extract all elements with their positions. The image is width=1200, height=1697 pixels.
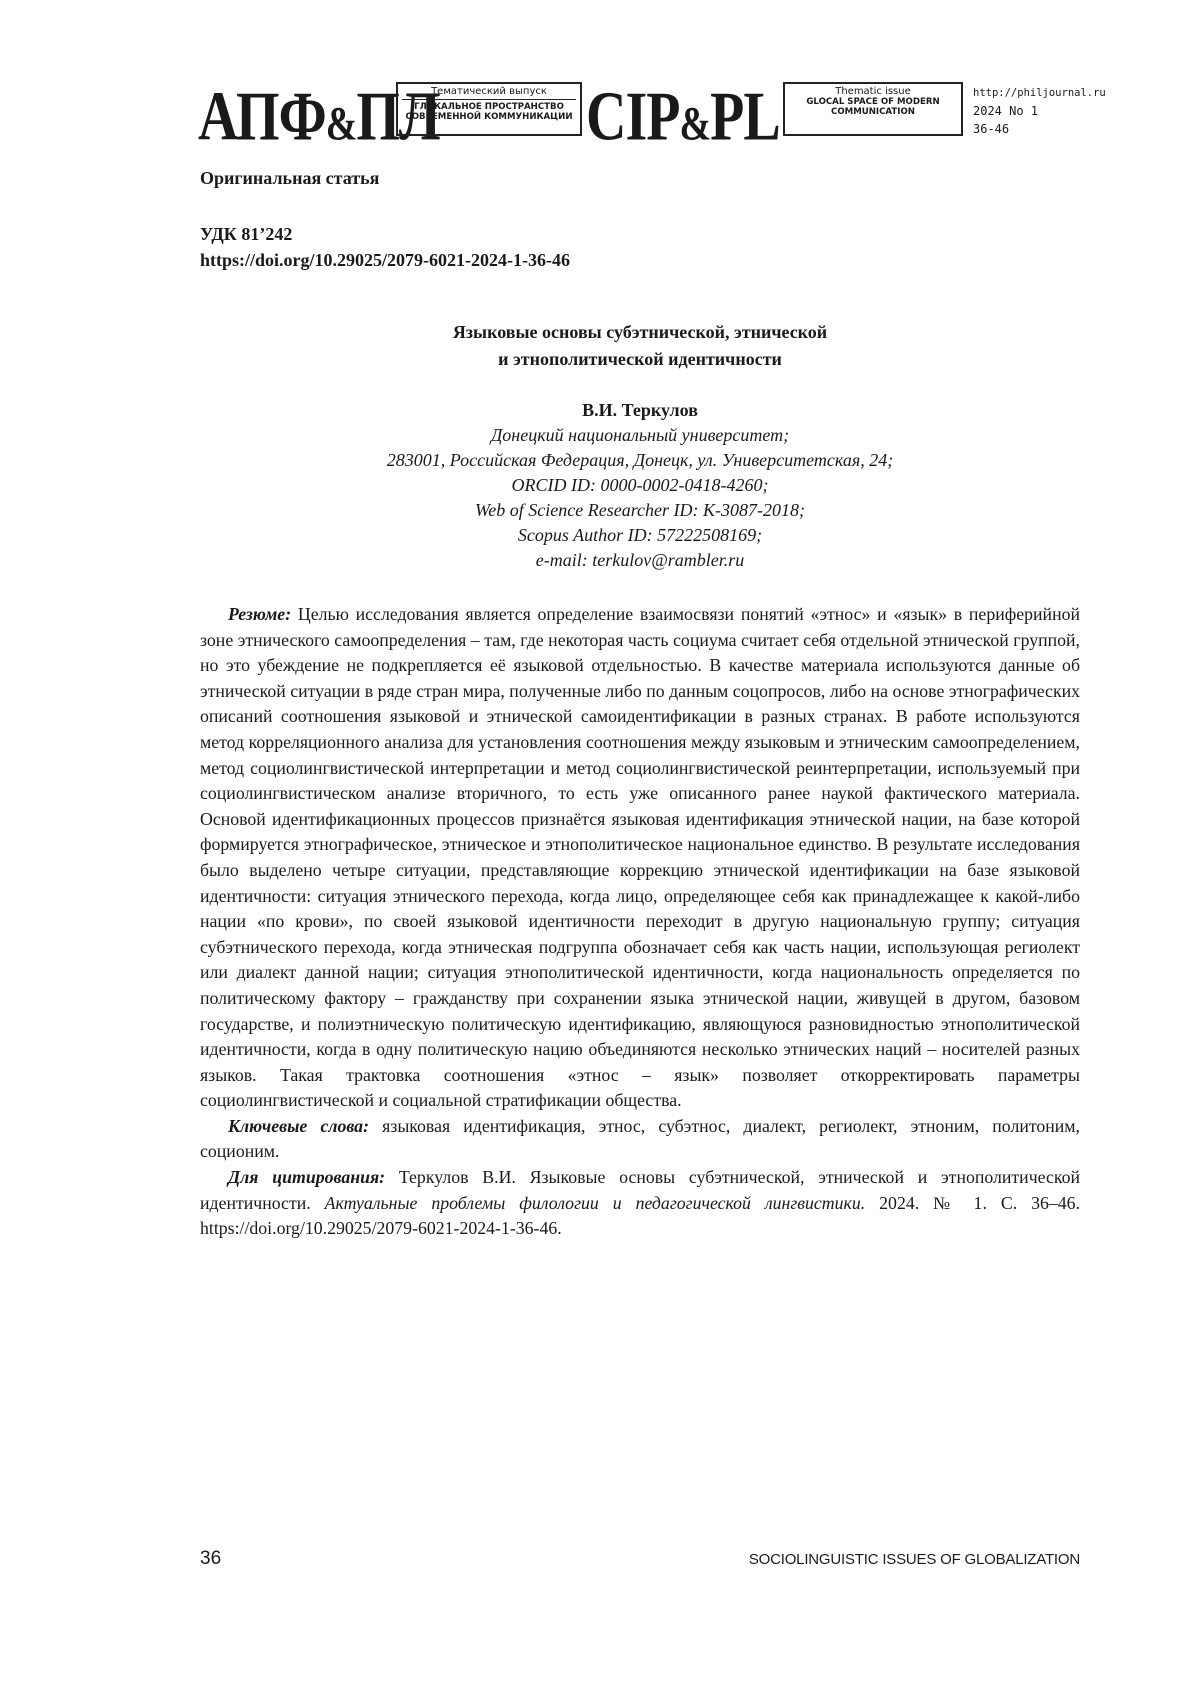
logo-ru-tail: ПЛ — [356, 78, 440, 156]
citation-text: Теркулов В.И. Языковые основы субэтнической, этнической и этнополитической идентичности. — [200, 1167, 1081, 1213]
citation-details: 2024. № 1. С. 36–46. https://doi.org/10.29025/2079-6021-2024-1-36-46. — [200, 1192, 1081, 1239]
author-block — [200, 398, 1080, 573]
author-orcid: ORCID ID: 0000-0002-0418-4260; — [511, 475, 769, 495]
journal-url[interactable]: http://philjournal.ru — [973, 87, 1106, 99]
abstract-section — [200, 602, 1080, 1242]
issue-pages: 36-46 — [973, 122, 1010, 136]
issue-label-en: Thematic issue — [835, 86, 911, 97]
running-title: SOCIOLINGUISTIC ISSUES OF GLOBALIZATION — [748, 1551, 1080, 1568]
udc-code: УДК 81’242 — [200, 224, 293, 244]
author-affiliation: Донецкий национальный университет; — [490, 425, 790, 445]
logo-ru-main: АПФ — [198, 78, 326, 156]
journal-logo-en — [586, 78, 780, 156]
page-footer — [200, 1548, 1080, 1572]
logo-en-amp: & — [679, 98, 711, 151]
abstract-text: Целью исследования является определение взаимосвязи понятий «этнос» и «язык» в периферийной зоне этнического самоопределения – там, где некоторая часть социума считает себя отдельной этнической группой, но это убеждение не подкрепляется её языковой отдельностью. В качестве материала используются данные об этнической ситуации в ряде стран мира, полученные либо по данным соцопросов, либо на основе этнографических описаний соотношения языковой и этнической самоидентификации в разных странах. В работе используются метод корреляционного анализа для установления соотношения между языковым и этническим самоопределением, метод социолингвистической интерпретации и метод социолингвистической реинтерпретации, используемый при социолингвистическом анализе вторичного, то есть уже описанного ранее наукой фактического материала. Основой идентификационных процессов признаётся языковая идентификация этнической нации, на базе которой формируется этнографическое, этническое и этнополитическое национальное единство. В результате исследования было выделено четыре ситуации, представляющие коррекцию этнической идентификации на базе языковой идентичности: ситуация этнического перехода, когда лицо, определяющее себя как принадлежащее к какой-либо нации «по крови», по своей языковой идентичности переходит в другую национальную группу; ситуация субэтнического перехода, когда этническая подгруппа обозначает себя как часть нации, использующая региолект или диалект данной нации; ситуация этнополитической идентичности, когда национальность определяется по политическому фактору – гражданству при сохранении языка этнической нации, живущей в другом, базовом государстве, и полиэтническую политическую идентификацию, являющуюся разновидностью этнополитической идентичности, когда в одну политическую нацию объединяются несколько этнических наций – носителей разных языков. Такая трактовка соотношения «этнос – язык» позволяет откорректировать параметры социолингвистической и социальной стратификации общества. — [200, 604, 1080, 1111]
issue-meta — [973, 84, 1106, 138]
issue-number: 2024 No 1 — [973, 104, 1039, 118]
page-number: 36 — [200, 1548, 222, 1569]
thematic-issue-box-en — [783, 82, 963, 136]
author-wos-id: Web of Science Researcher ID: K-3087-2018; — [474, 500, 806, 520]
issue-label-ru: Тематический выпуск — [431, 86, 547, 97]
article-type: Оригинальная статья — [200, 168, 380, 188]
logo-en-main: CIP — [586, 78, 680, 156]
title-line-1: Языковые основы субэтнической, этнической — [452, 322, 828, 342]
abstract-paragraph — [200, 602, 1080, 1114]
keywords-paragraph — [200, 1114, 1080, 1165]
logo-en-tail: PL — [710, 78, 780, 156]
issue-title-ru: ГЛОКАЛЬНОЕ ПРОСТРАНСТВО СОВРЕМЕННОЙ КОММУНИКАЦИИ — [402, 99, 576, 122]
title-line-2: и этнополитической идентичности — [498, 349, 782, 369]
article-title — [200, 319, 1080, 373]
citation-paragraph — [200, 1165, 1080, 1242]
author-name: В.И. Теркулов — [582, 400, 698, 420]
author-scopus-id: Scopus Author ID: 57222508169; — [517, 525, 763, 545]
author-email[interactable]: e-mail: terkulov@rambler.ru — [535, 550, 745, 570]
doi-link[interactable]: https://doi.org/10.29025/2079-6021-2024-1-36-46 — [200, 250, 570, 270]
abstract-label: Резюме: — [228, 604, 292, 624]
keywords-label: Ключевые слова: — [228, 1115, 369, 1136]
issue-title-en: GLOCAL SPACE OF MODERN COMMUNICATION — [806, 97, 940, 117]
citation-label: Для цитирования: — [228, 1167, 386, 1188]
journal-header — [198, 78, 1106, 156]
thematic-issue-box-ru — [396, 82, 582, 136]
citation-journal: Актуальные проблемы филологии и педагогической лингвистики. — [324, 1192, 866, 1213]
udc-doi-block — [200, 221, 570, 273]
keywords-text: языковая идентификация, этнос, субэтнос, диалект, региолект, этноним, политоним, соционим. — [200, 1115, 1080, 1162]
author-address: 283001, Российская Федерация, Донецк, ул. Университетская, 24; — [386, 450, 894, 470]
logo-ru-amp: & — [325, 98, 357, 151]
